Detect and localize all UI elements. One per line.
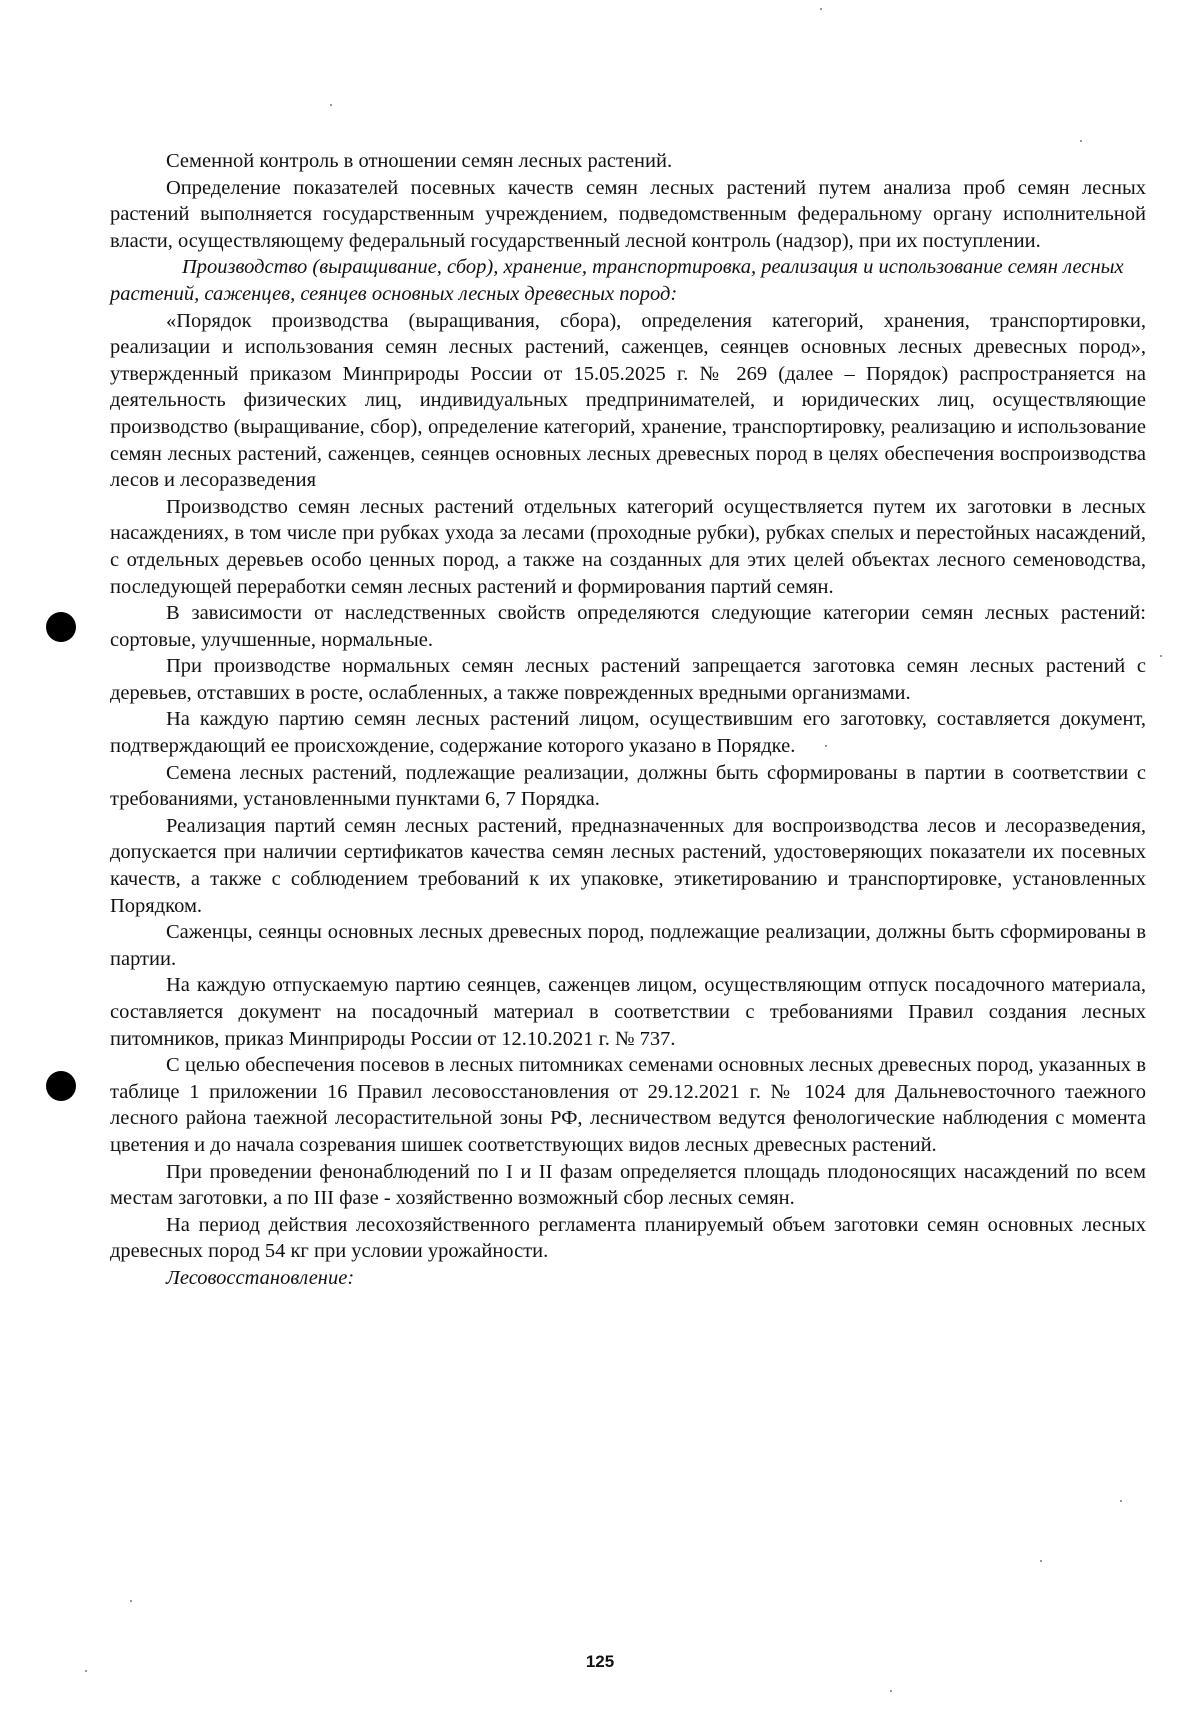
paragraph: При производстве нормальных семян лесных растений запрещается заготовка семян лесных растений с деревьев, отставших в росте, ослабленных, а также поврежденных вредными организмами.: [110, 655, 1146, 704]
paragraph: Семена лесных растений, подлежащие реализации, должны быть сформированы в партии в соответствии с требованиями, установленными пунктами 6, 7 Порядка.: [110, 761, 1146, 811]
paragraph: На каждую отпускаемую партию сеянцев, саженцев лицом, осуществляющим отпуск посадочного материала, составляется документ на посадочный материал в соответствии с требованиями Правил создания лесных питомников, приказ Минприроды России от 12.10.2021 г. № 737.: [110, 974, 1146, 1050]
punch-hole-mark: [46, 1071, 76, 1101]
paragraph: На период действия лесохозяйственного регламента планируемый объем заготовки семян основных лесных древесных пород 54 кг при условии урожайности.: [110, 1213, 1146, 1263]
paragraph: «Порядок производства (выращивания, сбора), определения категорий, хранения, транспортировки, реализации и использования семян лесных растений, саженцев, сеянцев основных лесных древесных пород», утвержденный приказом Минприроды России от 15.05.2025 г. № 269 (далее – Порядок) распространяется на деятельность физических лиц, индивидуальных предпринимателей, и юридических лиц, осуществляющие производство (выращивание, сбор), определение категорий, хранение, транспортировку, реализацию и использование семян лесных растений, саженцев, сеянцев основных лесных древесных пород в целях обеспечения воспроизводства лесов и лесоразведения: [110, 309, 1146, 492]
section-heading-seed-control: Семенной контроль в отношении семян лесных растений.: [166, 150, 673, 172]
paragraph: На каждую партию семян лесных растений лицом, осуществившим его заготовку, составляется документ, подтверждающий ее происхождение, содержание которого указано в Порядке.: [110, 708, 1146, 758]
section-heading-reforestation: Лесовосстановление:: [166, 1266, 355, 1289]
section-heading-production: Производство (выращивание, сбор), хранение, транспортировка, реализация и использование семян лесных растений, саженцев, сеянцев основных лесных древесных пород:: [110, 256, 1124, 305]
punch-hole-mark: [46, 612, 76, 642]
page-number: 125: [585, 1652, 615, 1671]
paragraph: Саженцы, сеянцы основных лесных древесных пород, подлежащие реализации, должны быть сформированы в партии.: [110, 921, 1146, 970]
document-page: [110, 148, 1146, 1292]
paragraph: Реализация партий семян лесных растений, предназначенных для воспроизводства лесов и лесоразведения, допускается при наличии сертификатов качества семян лесных растений, удостоверяющих показатели их посевных качеств, а также с соблюдением требований к их упаковке, этикетированию и транспортировке, установленных Порядком.: [110, 814, 1146, 917]
paragraph: Производство семян лесных растений отдельных категорий осуществляется путем их заготовки в лесных насаждениях, в том числе при рубках ухода за лесами (проходные рубки), рубках спелых и перестойных насаждений, с отдельных деревьев особо ценных пород, а также на созданных для этих целей объектах лесного семеноводства, последующей переработки семян лесных растений и формирования партий семян.: [110, 495, 1146, 598]
paragraph: Определение показателей посевных качеств семян лесных растений путем анализа проб семян лесных растений выполняется государственным учреждением, подведомственным федеральному органу исполнительной власти, осуществляющему федеральный государственный лесной контроль (надзор), при их поступлении.: [110, 176, 1146, 252]
paragraph: При проведении фенонаблюдений по I и II фазам определяется площадь плодоносящих насаждений по всем местам заготовки, а по III фазе - хозяйственно возможный сбор лесных семян.: [110, 1160, 1146, 1210]
paragraph: В зависимости от наследственных свойств определяются следующие категории семян лесных растений: сортовые, улучшенные, нормальные.: [110, 602, 1146, 651]
paragraph: С целью обеспечения посевов в лесных питомниках семенами основных лесных древесных пород, указанных в таблице 1 приложении 16 Правил лесовосстановления от 29.12.2021 г. № 1024 для Дальневосточного таежного лесного района таежной лесорастительной зоны РФ, лесничеством ведутся фенологические наблюдения с момента цветения и до начала созревания шишек соответствующих видов лесных древесных растений.: [110, 1054, 1146, 1156]
